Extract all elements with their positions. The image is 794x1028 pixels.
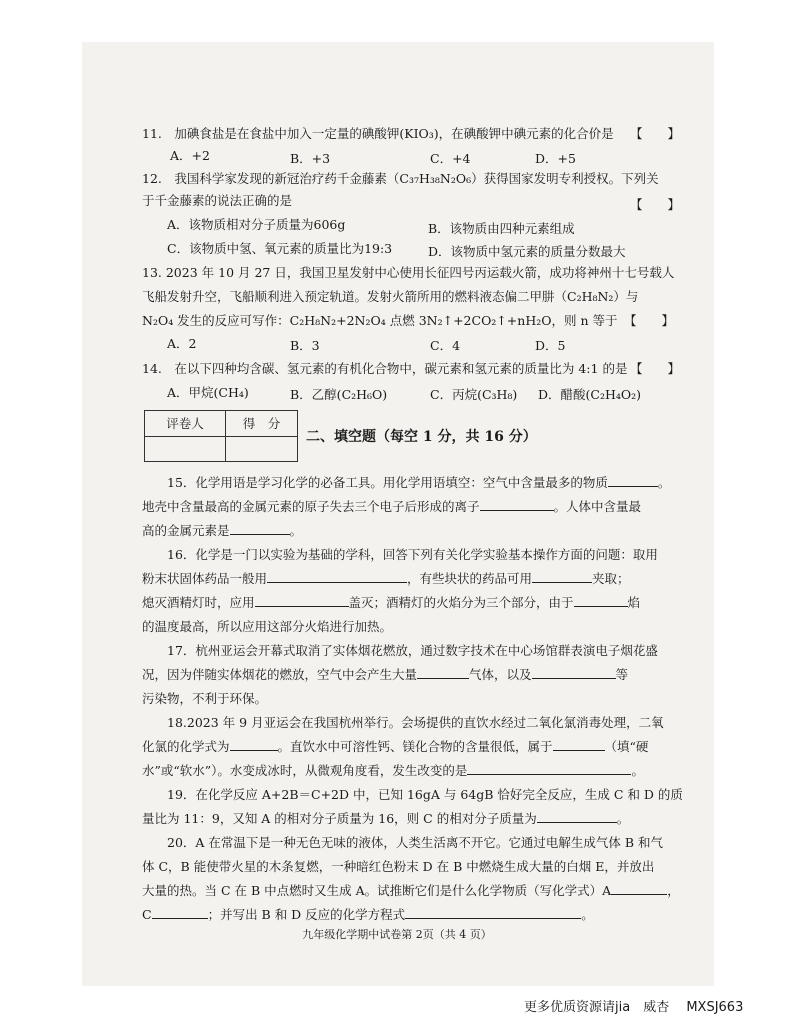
q13-option-b: B．3 (290, 338, 320, 353)
q18-blank-3[interactable] (467, 762, 631, 775)
q13-stem-2: 飞船发射升空，飞船顺利进入预定轨道。发射火箭所用的燃料液态偏二甲肼（C₂H₈N₂）与 (142, 289, 639, 304)
q17-line-1: 17．杭州亚运会开幕式取消了实体烟花燃放，通过数字技术在中心场馆群表演电子烟花盛 (167, 643, 658, 658)
q20-line-4: C ；并写出 B 和 D 反应的化学方程式 。 (142, 907, 594, 922)
q11-option-c: C．+4 (430, 151, 471, 166)
q20-blank-c[interactable] (152, 906, 208, 919)
q18-text-2b: 。直饮水中可溶性钙、镁化合物的含量很低，属于 (277, 739, 553, 754)
score-box-score-label: 得 分 (225, 411, 298, 437)
q17-text-2b: 气体，以及 (469, 667, 532, 682)
q13-stem-3: N₂O₄ 发生的反应可写作：C₂H₈N₂+2N₂O₄ 点燃 3N₂↑+2CO₂↑+nH₂O，则 n 等于 (142, 313, 618, 328)
q15-blank-3[interactable] (230, 522, 290, 535)
q20-line-1: 20．A 在常温下是一种无色无味的液体，人类生活离不开它。它通过电解生成气体 B 和气 (167, 835, 664, 850)
q18-line-2 (142, 738, 648, 756)
q16-text-3a: 熄灭酒精灯时，应用 (142, 595, 255, 610)
q11-answer-bracket: 【 】 (630, 126, 681, 141)
q17-text-2c: 等 (615, 667, 629, 682)
q15-blank-1[interactable] (608, 474, 658, 487)
q17-blank-1[interactable] (417, 666, 469, 679)
q14-option-a: A．甲烷(CH₄) (167, 385, 249, 400)
q15-line-3: 高的金属元素是 。 (142, 523, 303, 538)
q16-blank-2[interactable] (532, 570, 592, 583)
q18-text-2a: 化氯的化学式为 (142, 739, 230, 754)
score-box (144, 410, 298, 462)
q13-option-c: C．4 (430, 338, 461, 353)
q17-line-2 (142, 666, 628, 684)
q19-text-2: 量比为 11：9，又知 A 的相对分子质量为 16，则 C 的相对分子质量为 (142, 811, 537, 826)
q12-option-d: D．该物质中氢元素的质量分数最大 (428, 244, 626, 259)
q11-option-a: A．+2 (170, 148, 210, 163)
q11-option-d: D．+5 (535, 151, 576, 166)
resource-watermark: 更多优质资源请jia 威杏 MXSJ663 (524, 1000, 744, 1015)
q18-blank-2[interactable] (553, 738, 605, 751)
q13-option-d: D．5 (535, 338, 566, 353)
q16-blank-1[interactable] (267, 570, 407, 583)
q16-text-3b: 盖灭；酒精灯的火焰分为三个部分，由于 (348, 595, 574, 610)
q13-answer-bracket: 【 】 (624, 313, 675, 328)
q16-blank-4[interactable] (574, 594, 628, 607)
q20-blank-a[interactable] (611, 882, 667, 895)
page-footer: 九年级化学期中试卷第 2页（共 4 页） (302, 928, 492, 941)
q19-blank-1[interactable] (537, 810, 617, 823)
q16-text-2b: ，有些块状的药品可用 (407, 571, 533, 586)
q14-stem: 14. 在以下四种均含碳、氢元素的有机化合物中，碳元素和氢元素的质量比为 4:1 的是 (142, 361, 628, 376)
q15-text-3: 高的金属元素是 (142, 523, 230, 538)
q15-text-2a: 地壳中含量最高的金属元素的原子失去三个电子后形成的离子 (142, 499, 480, 514)
q16-text-2a: 粉末状固体药品一般用 (142, 571, 268, 586)
q17-text-2a: 况，因为伴随实体烟花的燃放，空气中会产生大量 (142, 667, 418, 682)
q15-line-1: 15．化学用语是学习化学的必备工具。用化学用语填空：空气中含量最多的物质 。 (167, 475, 671, 490)
q18-line-3: 水”或“软水”）。水变成冰时，从微观角度看，发生改变的是 。 (142, 763, 644, 778)
q12-option-a: A．该物质相对分子质量为606g (167, 217, 346, 232)
q12-stem-2: 于千金藤素的说法正确的是 (142, 193, 293, 208)
q12-option-c: C．该物质中氢、氧元素的质量比为19:3 (167, 241, 393, 256)
q15-line-2 (142, 498, 641, 516)
q16-blank-3[interactable] (255, 594, 349, 607)
q20-text-4b: ；并写出 B 和 D 反应的化学方程式 (207, 907, 406, 922)
q15-text-1: 15．化学用语是学习化学的必备工具。用化学用语填空：空气中含量最多的物质 (167, 475, 608, 490)
q14-option-c: C．丙烷(C₃H₈) (430, 387, 518, 402)
q18-blank-1[interactable] (230, 738, 278, 751)
q17-blank-2[interactable] (532, 666, 616, 679)
q12-answer-bracket: 【 】 (630, 197, 681, 212)
score-box-divider (225, 411, 226, 461)
q13-stem: 13. 2023 年 10 月 27 日，我国卫星发射中心使用长征四号丙运载火箭，成功将神州十七号载人 (142, 265, 675, 280)
q20-line-2: 体 C，B 能使带火星的木条复燃，一种暗红色粉末 D 在 B 中燃烧生成大量的白烟 E，并放出 (142, 859, 655, 874)
q14-option-d: D．醋酸(C₂H₄O₂) (538, 387, 642, 402)
q14-option-b: B．乙醇(C₂H₆O) (290, 387, 388, 402)
q19-line-1: 19．在化学反应 A+2B＝C+2D 中，已知 16gA 与 64gB 恰好完全反应，生成 C 和 D 的质 (167, 787, 683, 802)
q16-line-2 (142, 570, 630, 588)
q12-stem: 12. 我国科学家发现的新冠治疗药千金藤素（C₃₇H₃₈N₂O₆）获得国家发明专利授权。下列关 (142, 171, 659, 186)
q11-option-b: B．+3 (290, 151, 331, 166)
q16-line-4: 的温度最高，所以应用这部分火焰进行加热。 (142, 619, 393, 634)
q16-text-3c: 焰 (627, 595, 641, 610)
q18-line-1: 18.2023 年 9 月亚运会在我国杭州举行。会场提供的直饮水经过二氧化氯消毒处理，二氧 (167, 715, 664, 730)
q15-blank-2[interactable] (480, 498, 554, 511)
q20-line-3: 大量的热。当 C 在 B 中点燃时又生成 A。试推断它们是什么化学物质（写化学式）A ， (142, 883, 680, 898)
q17-line-3: 污染物，不利于环保。 (142, 691, 268, 706)
q13-option-a: A．2 (167, 336, 197, 351)
section-title: 二、填空题（每空 1 分，共 16 分） (306, 429, 537, 445)
score-box-reviewer-label: 评卷人 (145, 411, 225, 437)
q15-text-2b: 。人体中含量最 (553, 499, 642, 514)
q12-option-b: B．该物质由四种元素组成 (428, 221, 575, 236)
q16-text-2c: 夹取； (592, 571, 630, 586)
q14-answer-bracket: 【 】 (630, 361, 681, 376)
q20-text-4a: C (142, 907, 152, 922)
q20-text-3: 大量的热。当 C 在 B 中点燃时又生成 A。试推断它们是什么化学物质（写化学式）A (142, 883, 612, 898)
q16-line-3 (142, 594, 640, 612)
q16-line-1: 16．化学是一门以实验为基础的学科，回答下列有关化学实验基本操作方面的问题：取用 (167, 547, 658, 562)
q19-line-2: 量比为 11：9，又知 A 的相对分子质量为 16，则 C 的相对分子质量为 。 (142, 811, 630, 826)
q18-text-3: 水”或“软水”）。水变成冰时，从微观角度看，发生改变的是 (142, 763, 468, 778)
q11-stem: 11. 加碘食盐是在食盐中加入一定量的碘酸钾(KIO₃)，在碘酸钾中碘元素的化合价是 (142, 126, 614, 141)
q18-text-2c: （填“硬 (604, 739, 649, 754)
q20-blank-equation[interactable] (405, 906, 581, 919)
